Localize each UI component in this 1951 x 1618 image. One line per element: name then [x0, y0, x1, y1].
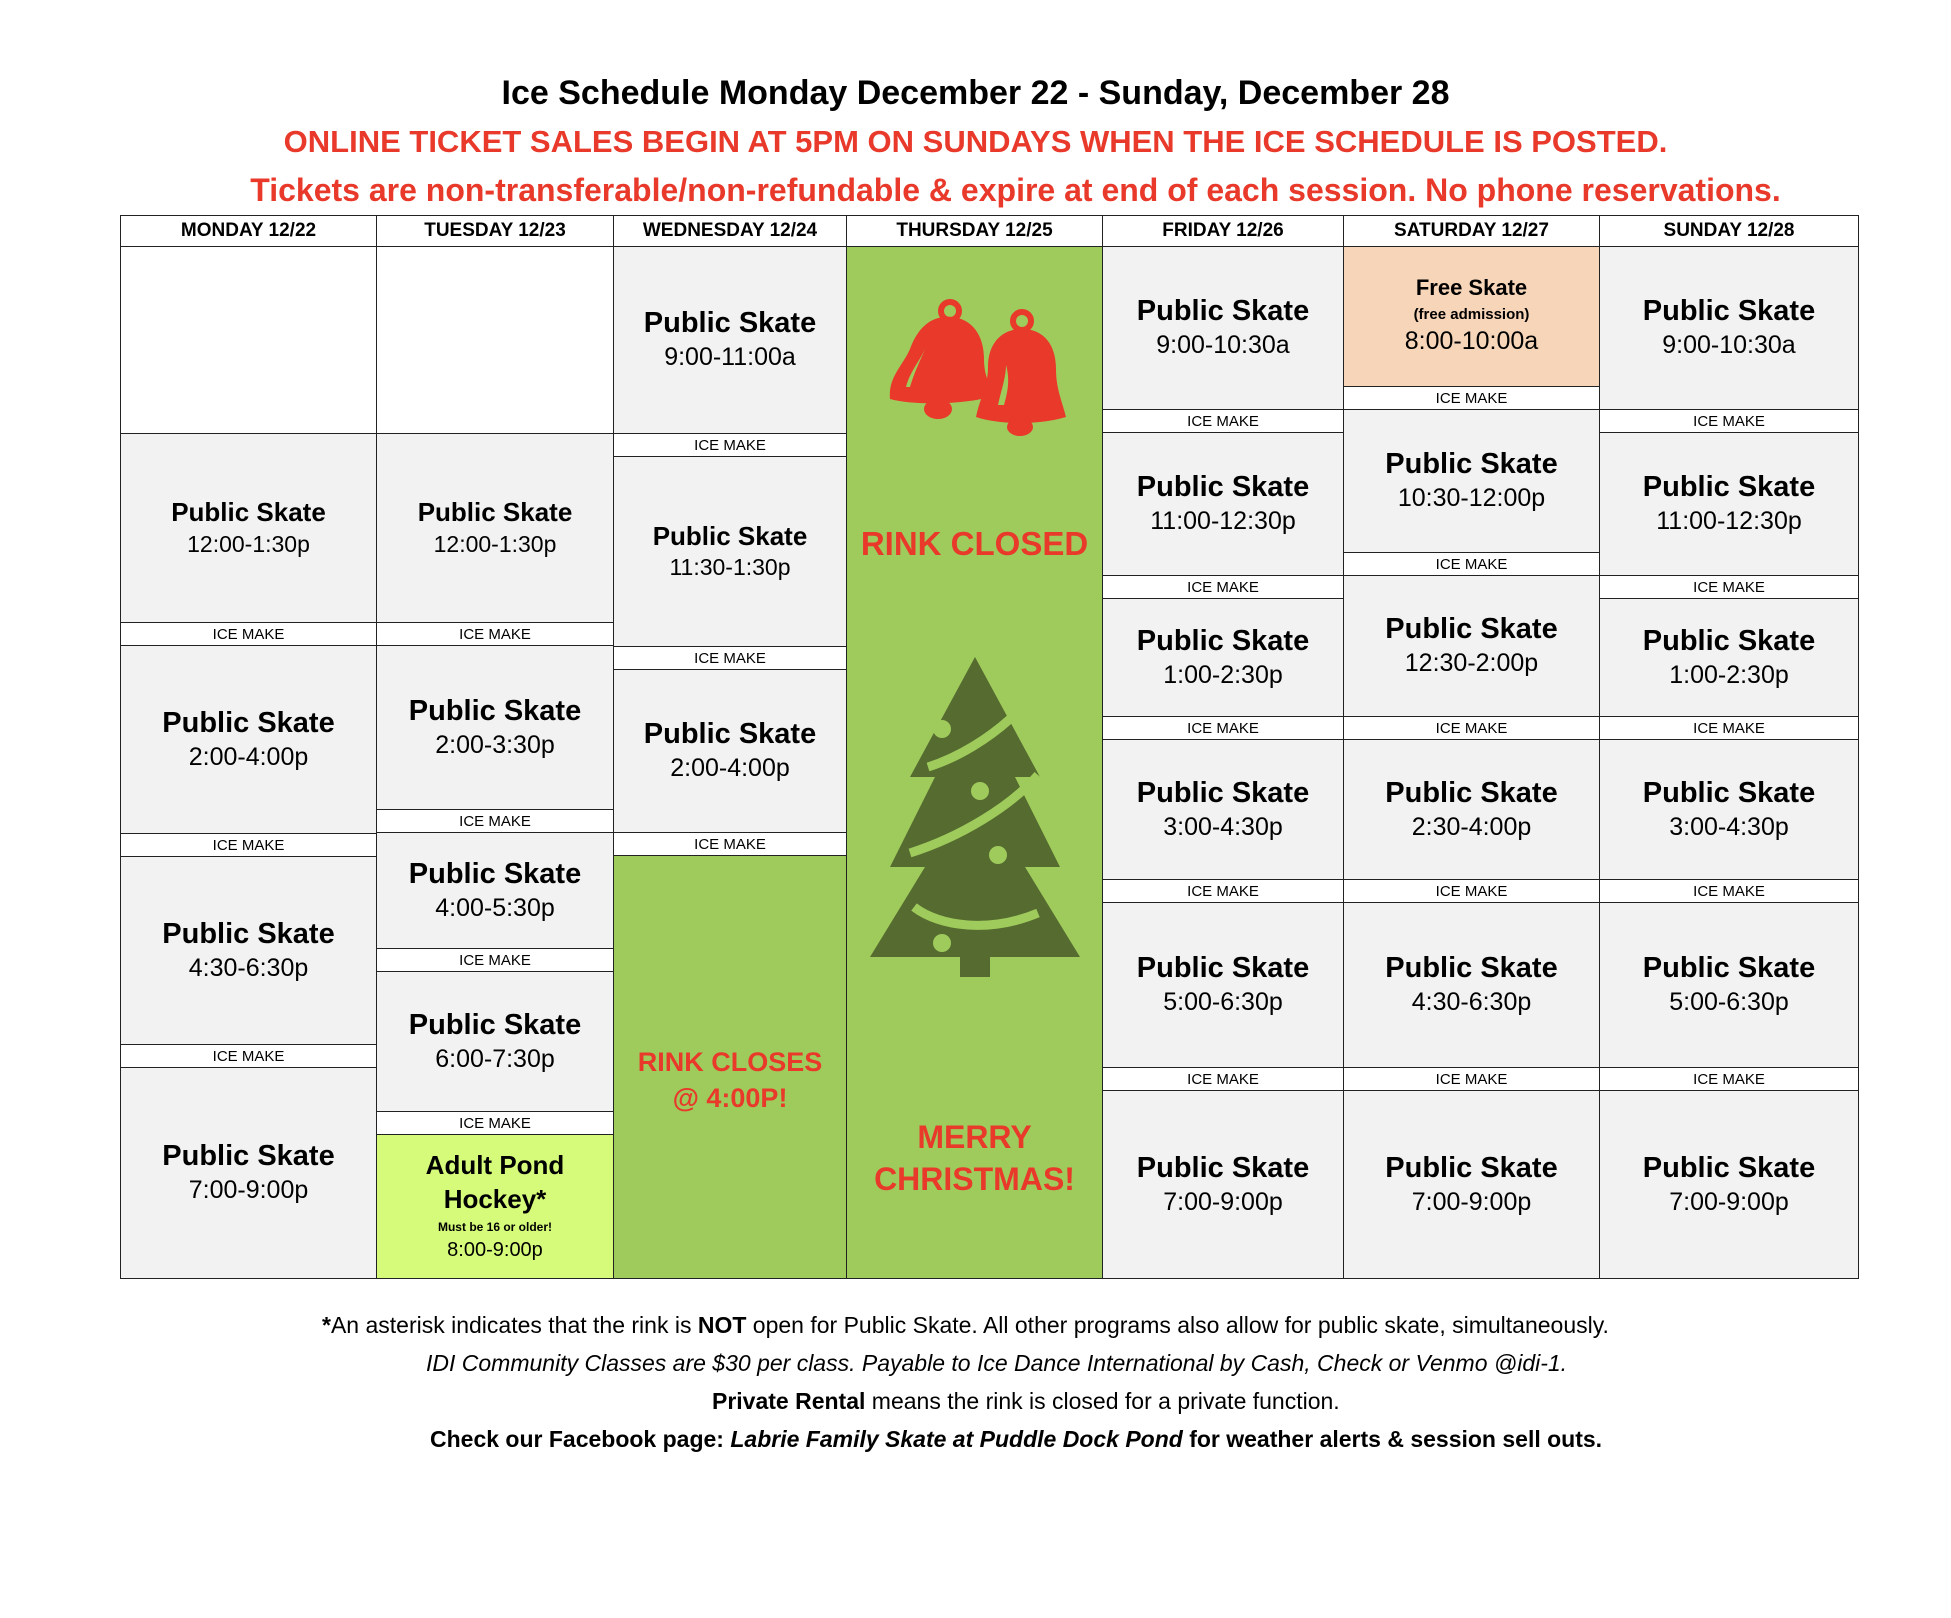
- ice-make-slot: ICE MAKE: [1599, 575, 1859, 599]
- session-cell: [376, 832, 614, 949]
- session-time: 12:00-1:30p: [187, 530, 310, 557]
- session-title: Public Skate: [1385, 448, 1558, 480]
- session-cell: [120, 645, 377, 834]
- session-cell: [1599, 902, 1859, 1068]
- session-time: 8:00-9:00p: [447, 1238, 543, 1261]
- session-title: Public Skate: [162, 917, 335, 950]
- empty-slot: [376, 246, 614, 434]
- session-title: Public Skate: [1385, 613, 1558, 645]
- session-title: Public Skate: [652, 520, 808, 551]
- schedule-grid: [120, 215, 1859, 1279]
- session-title: Public Skate: [1642, 624, 1816, 657]
- ice-make-slot: ICE MAKE: [376, 809, 614, 833]
- session-title: Public Skate: [162, 1140, 335, 1172]
- ice-make-slot: ICE MAKE: [613, 646, 847, 670]
- ticket-policy-notice: Tickets are non-transferable/non-refundable & expire at end of each session. No phone reservations.: [250, 172, 1781, 208]
- session-title: Public Skate: [1642, 776, 1816, 809]
- session-cell: [1102, 246, 1344, 410]
- ice-make-slot: ICE MAKE: [1102, 879, 1344, 903]
- ice-make-slot: ICE MAKE: [1102, 716, 1344, 740]
- private-rental-text: means the rink is closed for a private function.: [865, 1388, 1340, 1414]
- session-title: Adult Pond Hockey*: [425, 1150, 565, 1214]
- merry-line1: MERRY: [917, 1119, 1032, 1155]
- session-time: 2:00-3:30p: [435, 730, 555, 759]
- session-cell: [613, 246, 847, 434]
- ice-make-slot: ICE MAKE: [1343, 879, 1600, 903]
- session-cell: [1102, 598, 1344, 717]
- session-cell: [1102, 1090, 1344, 1279]
- session-cell: [120, 433, 377, 623]
- session-title: Public Skate: [643, 307, 817, 339]
- rink-closed-label: RINK CLOSED: [860, 525, 1089, 562]
- ice-make-slot: ICE MAKE: [1102, 1067, 1344, 1091]
- facebook-note-a: Check our Facebook page:: [430, 1426, 731, 1452]
- ice-make-slot: ICE MAKE: [1599, 879, 1859, 903]
- ice-make-slot: ICE MAKE: [1343, 552, 1600, 576]
- session-cell: [1599, 598, 1859, 717]
- ice-make-slot: ICE MAKE: [1343, 386, 1600, 410]
- private-rental-label: Private Rental: [712, 1388, 866, 1414]
- christmas-tree-icon: [870, 657, 1080, 977]
- session-time: 2:00-4:00p: [670, 754, 790, 783]
- session-title: Public Skate: [408, 694, 582, 727]
- session-cell: [1343, 1090, 1600, 1279]
- session-title: Public Skate: [1136, 624, 1310, 657]
- session-time: 12:00-1:30p: [433, 530, 557, 557]
- session-time: 4:30-6:30p: [188, 953, 309, 982]
- session-cell: [1599, 1090, 1859, 1279]
- session-title: Public Skate: [408, 857, 582, 890]
- session-title: Public Skate: [1385, 1151, 1558, 1184]
- session-time: 7:00-9:00p: [1163, 1187, 1283, 1216]
- ice-make-slot: ICE MAKE: [1102, 575, 1344, 599]
- session-title: Public Skate: [1136, 471, 1310, 503]
- session-time: 6:00-7:30p: [435, 1044, 555, 1073]
- session-time: 3:00-4:30p: [1163, 812, 1283, 841]
- session-time: 1:00-2:30p: [1163, 660, 1283, 689]
- day-header-sunday: SUNDAY 12/28: [1599, 215, 1859, 247]
- session-cell: [1102, 432, 1344, 576]
- session-title: Public Skate: [1642, 952, 1816, 984]
- session-cell: [613, 456, 847, 647]
- rink-closes-notice: [614, 1044, 846, 1117]
- session-cell: [613, 669, 847, 833]
- ice-make-slot: ICE MAKE: [376, 1111, 614, 1135]
- asterisk-mark: *: [322, 1312, 331, 1338]
- session-cell: [1343, 902, 1600, 1068]
- page-title: Ice Schedule Monday December 22 - Sunday, December 28: [501, 74, 1450, 112]
- day-header-wednesday: WEDNESDAY 12/24: [613, 215, 847, 247]
- idi-classes-note: IDI Community Classes are $30 per class. Payable to Ice Dance International by Cash, Check or Venmo @idi-1.: [426, 1350, 1568, 1376]
- session-title: Public Skate: [1136, 1151, 1310, 1184]
- session-title: Public Skate: [408, 1008, 582, 1041]
- session-time: 3:00-4:30p: [1669, 812, 1789, 841]
- session-cell: [376, 645, 614, 810]
- session-time: 9:00-10:30a: [1156, 331, 1290, 360]
- session-time: 1:00-2:30p: [1669, 660, 1789, 689]
- facebook-note-b: for weather alerts & session sell outs.: [1182, 1426, 1603, 1452]
- ice-make-slot: ICE MAKE: [1102, 409, 1344, 433]
- session-time: 9:00-10:30a: [1662, 331, 1796, 360]
- session-title: Public Skate: [643, 718, 817, 750]
- session-title: Public Skate: [417, 497, 573, 528]
- asterisk-note-a: An asterisk indicates that the rink is: [330, 1312, 698, 1338]
- ice-make-slot: ICE MAKE: [1599, 409, 1859, 433]
- session-cell: [376, 971, 614, 1112]
- merry-christmas-label: [847, 1117, 1102, 1200]
- ice-make-slot: ICE MAKE: [120, 1044, 377, 1068]
- session-time: 11:00-12:30p: [1656, 507, 1802, 536]
- session-time: 7:00-9:00p: [1669, 1187, 1789, 1216]
- ice-make-slot: ICE MAKE: [613, 832, 847, 856]
- age-requirement-note: Must be 16 or older!: [437, 1219, 553, 1234]
- facebook-page-name: Labrie Family Skate at Puddle Dock Pond: [730, 1426, 1183, 1452]
- merry-line2: CHRISTMAS!: [874, 1160, 1075, 1197]
- session-cell: [376, 433, 614, 623]
- day-header-monday: MONDAY 12/22: [120, 215, 377, 247]
- session-cell: [1102, 739, 1344, 880]
- ice-make-slot: ICE MAKE: [1343, 1067, 1600, 1091]
- session-time: 11:00-12:30p: [1150, 507, 1296, 536]
- session-time: 8:00-10:00a: [1404, 326, 1539, 355]
- ice-make-slot: ICE MAKE: [376, 622, 614, 646]
- session-cell: [1599, 739, 1859, 880]
- asterisk-note-not: NOT: [697, 1312, 747, 1338]
- session-cell: [120, 1067, 377, 1279]
- session-time: 2:00-4:00p: [188, 742, 309, 771]
- empty-slot: [120, 246, 377, 434]
- day-header-friday: FRIDAY 12/26: [1102, 215, 1344, 247]
- session-cell: [1599, 432, 1859, 576]
- asterisk-note: [322, 1312, 1609, 1339]
- free-admission-note: (free admission): [1413, 305, 1530, 323]
- rink-closes-line1: RINK CLOSES: [637, 1047, 823, 1077]
- session-title: Public Skate: [1642, 471, 1816, 503]
- session-time: 2:30-4:00p: [1411, 812, 1532, 841]
- session-time: 11:30-1:30p: [669, 554, 791, 581]
- session-cell: [1343, 409, 1600, 553]
- free-skate-cell: [1343, 246, 1600, 387]
- ice-make-slot: ICE MAKE: [1599, 716, 1859, 740]
- session-title: Public Skate: [1136, 952, 1310, 984]
- session-time: 12:30-2:00p: [1404, 649, 1539, 678]
- session-title: Public Skate: [1136, 776, 1310, 809]
- adult-pond-hockey-cell: [376, 1134, 614, 1279]
- ice-make-slot: ICE MAKE: [120, 622, 377, 646]
- ice-make-slot: ICE MAKE: [120, 833, 377, 857]
- day-header-tuesday: TUESDAY 12/23: [376, 215, 614, 247]
- session-cell: [1343, 575, 1600, 717]
- session-title: Public Skate: [1642, 295, 1816, 327]
- session-title: Public Skate: [1642, 1151, 1816, 1184]
- session-title: Public Skate: [171, 497, 326, 528]
- session-title: Public Skate: [1385, 776, 1558, 809]
- online-sales-notice: ONLINE TICKET SALES BEGIN AT 5PM ON SUNDAYS WHEN THE ICE SCHEDULE IS POSTED.: [283, 124, 1668, 159]
- session-time: 9:00-11:00a: [664, 343, 796, 372]
- session-time: 4:30-6:30p: [1411, 988, 1532, 1017]
- day-header-saturday: SATURDAY 12/27: [1343, 215, 1600, 247]
- facebook-note: [430, 1426, 1602, 1453]
- rink-closes-block: [613, 855, 847, 1279]
- ice-make-slot: ICE MAKE: [613, 433, 847, 457]
- session-time: 7:00-9:00p: [1411, 1187, 1532, 1216]
- day-header-thursday: THURSDAY 12/25: [846, 215, 1103, 247]
- rink-closes-line2: @ 4:00P!: [672, 1083, 788, 1114]
- bells-icon: [880, 287, 1070, 437]
- session-cell: [1343, 739, 1600, 880]
- session-time: 5:00-6:30p: [1163, 988, 1283, 1017]
- session-cell: [120, 856, 377, 1045]
- private-rental-note: [712, 1388, 1340, 1415]
- ice-make-slot: ICE MAKE: [1343, 716, 1600, 740]
- session-time: 10:30-12:00p: [1397, 484, 1546, 513]
- christmas-closed-block: [846, 246, 1103, 1279]
- session-cell: [1102, 902, 1344, 1068]
- session-title: Public Skate: [1385, 952, 1558, 984]
- session-time: 7:00-9:00p: [188, 1176, 309, 1205]
- session-title: Free Skate: [1415, 275, 1528, 301]
- session-time: 4:00-5:30p: [435, 893, 555, 922]
- session-time: 5:00-6:30p: [1669, 988, 1789, 1017]
- session-title: Public Skate: [1136, 295, 1310, 327]
- ice-make-slot: ICE MAKE: [376, 948, 614, 972]
- asterisk-note-b: open for Public Skate. All other programs also allow for public skate, simultaneously.: [746, 1312, 1609, 1338]
- session-title: Public Skate: [162, 706, 335, 739]
- session-cell: [1599, 246, 1859, 410]
- ice-make-slot: ICE MAKE: [1599, 1067, 1859, 1091]
